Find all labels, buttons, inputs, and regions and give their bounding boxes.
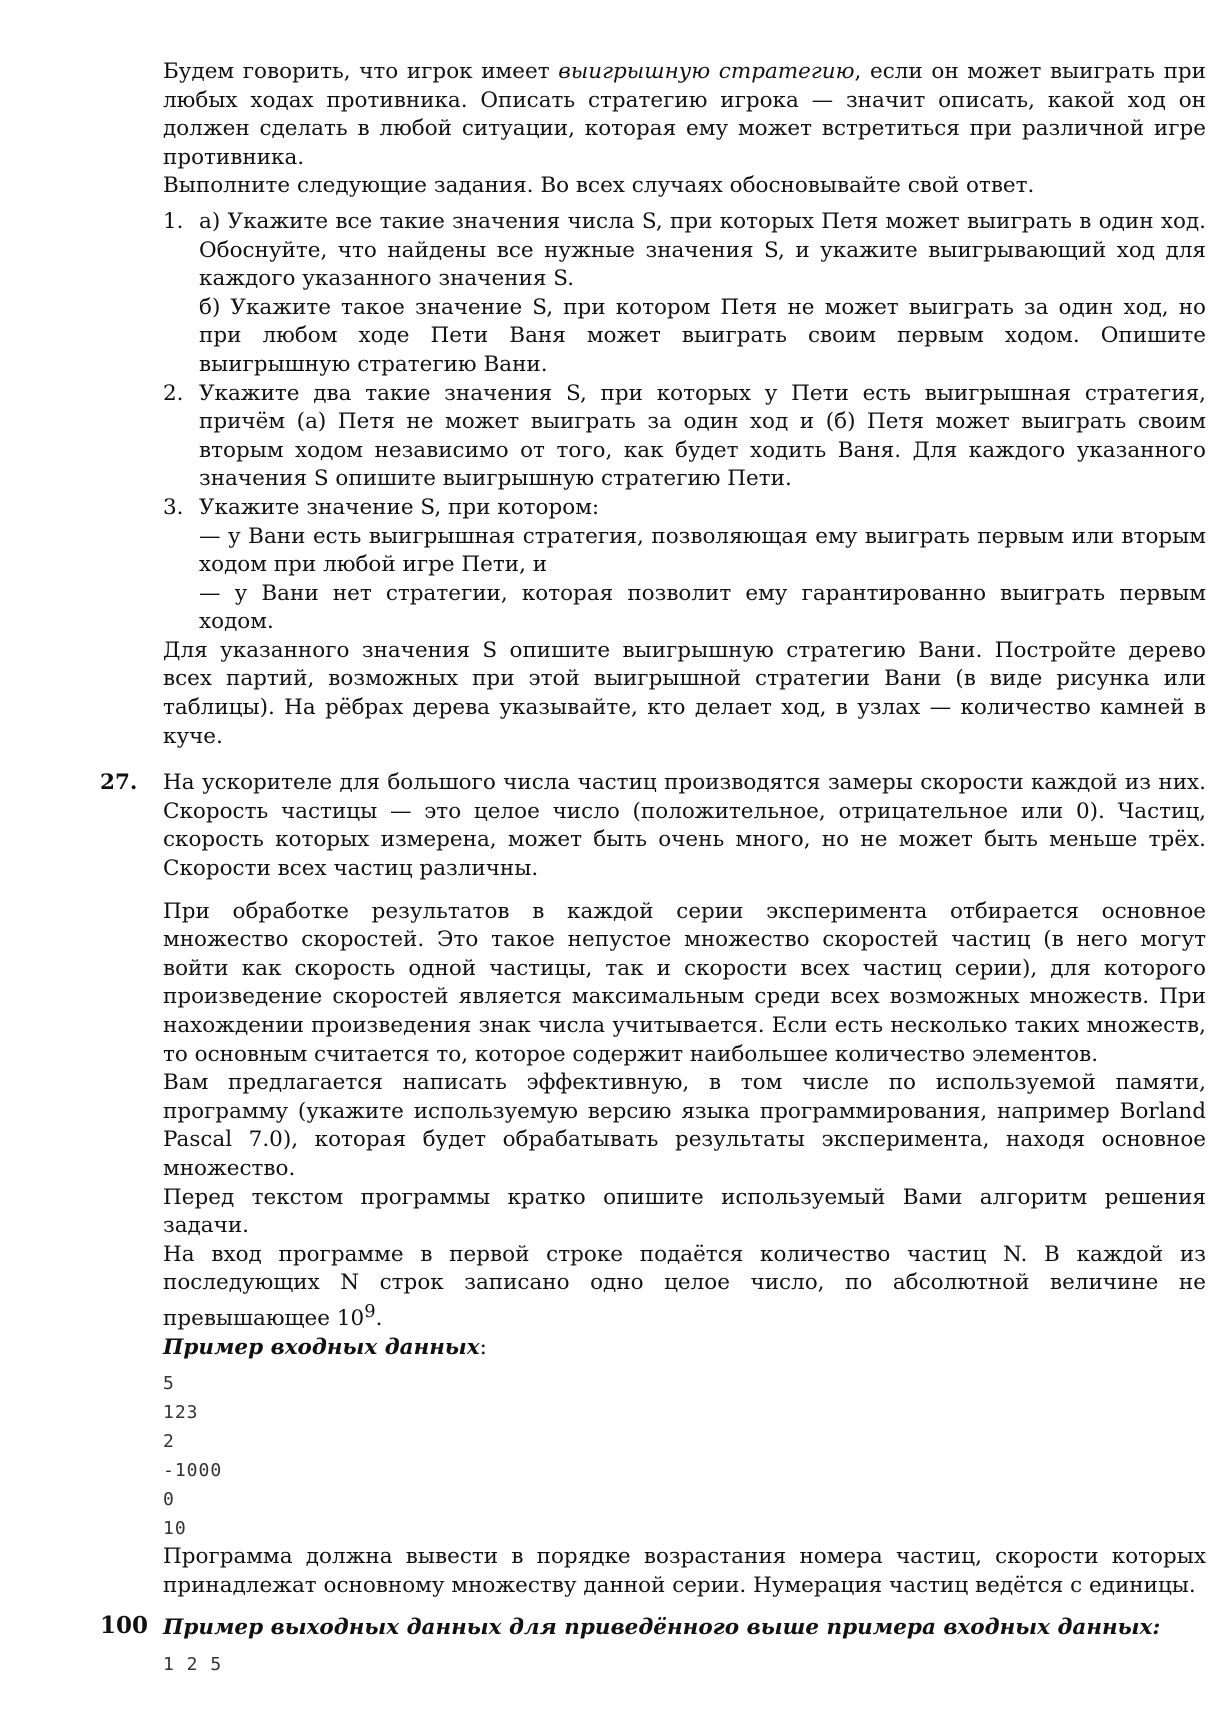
- input-line: 5: [163, 1373, 175, 1395]
- output-example: 1 2 5: [163, 1654, 223, 1676]
- input-line: 0: [163, 1489, 175, 1511]
- output-example-label: Пример выходных данных для приведённого выше примера входных данных:: [163, 1615, 1161, 1641]
- input-example-label: Пример входных данных:: [163, 1334, 487, 1360]
- emphasis-term: выигрышную стратегию: [558, 59, 855, 84]
- task-3-condition-2: — у Вани нет стратегии, которая позволит ему гарантированно выиграть первым ходом.: [199, 580, 1206, 635]
- task-3-text: Укажите значение S, при котором:: [199, 494, 600, 520]
- input-line: -1000: [163, 1460, 223, 1482]
- task-27-paragraph-5: На вход программе в первой строке подаётся количество частиц N. В каждой из последующих N строк записано одно целое число, по абсолютной величине не превышающее $10^9$.: [163, 1241, 1206, 1332]
- task-1-number: 1.: [163, 208, 184, 234]
- closing-paragraph: Для указанного значения S опишите выигрышную стратегию Вани. Постройте дерево всех партий, возможных при этой выигрышной стратегии Вани (в виде рисунка или таблицы). На рёбрах дерева указывайте, кто делает ход, в узлах — количество камней в куче.: [163, 637, 1206, 749]
- instructions: Выполните следующие задания. Во всех случаях обосновывайте свой ответ.: [163, 173, 1035, 199]
- input-line: 123: [163, 1402, 199, 1424]
- task-27-paragraph-1: На ускорителе для большого числа частиц производятся замеры скорости каждой из них. Скорость частицы — это целое число (положительное, отрицательное или 0). Частиц, скорость которых измерена, может быть очень много, но не может быть меньше трёх. Скорости всех частиц различны.: [163, 770, 1206, 882]
- task-3-condition-1: — у Вани есть выигрышная стратегия, позволяющая ему выиграть первым или вторым ходом при любой игре Пети, и: [199, 523, 1206, 578]
- task-27-paragraph-4: Перед текстом программы кратко опишите используемый Вами алгоритм решения задачи.: [163, 1184, 1206, 1239]
- input-line: 2: [163, 1431, 175, 1453]
- page-content: [100, 58, 1207, 1679]
- task-1a: а) Укажите все такие значения числа S, при которых Петя может выиграть в один ход. Обоснуйте, что найдены все нужные значения S, и укажите выигрывающий ход для каждого указанного значения S.: [199, 208, 1207, 292]
- input-example: [163, 1369, 1206, 1543]
- task-27-paragraph-3: Вам предлагается написать эффективную, в том числе по используемой памяти, программу (укажите используемую версию языка программирования, например Borland Pascal 7.0), которая будет обрабатывать результаты эксперимента, находя основное множество.: [163, 1070, 1206, 1181]
- task-27: [100, 769, 1206, 1679]
- task-2: [163, 380, 1206, 494]
- intro-paragraph: Будем говорить, что игрок имеет выигрышную стратегию, если он может выиграть при любых ходах противника. Описать стратегию игрока — значит описать, какой ход он должен сделать в любой ситуации, которая ему может встретиться при различной игре противника.: [163, 59, 1206, 170]
- task-27-paragraph-2: При обработке результатов в каждой серии эксперимента отбирается основное множество скоростей. Это такое непустое множество скоростей частиц (в него могут войти как скорость одной частицы, так и скорости всех частиц серии), для которого произведение скоростей является максимальным среди всех возможных множеств. При нахождении произведения знак числа учитывается. Если есть несколько таких множеств, то основным считается то, которое содержит наибольшее количество элементов.: [163, 898, 1206, 1067]
- task-3: [163, 494, 1206, 637]
- task-1: [163, 208, 1206, 380]
- input-line: 10: [163, 1518, 187, 1540]
- task-27-number: 27.: [100, 770, 138, 796]
- task-1b: б) Укажите такое значение S, при котором Петя не может выиграть за один ход, но при любом ходе Пети Ваня может выиграть своим первым ходом. Опишите выигрышную стратегию Вани.: [199, 294, 1206, 377]
- task-2-number: 2.: [163, 380, 184, 406]
- task-27-paragraph-6: Программа должна вывести в порядке возрастания номера частиц, скорости которых принадлежат основному множеству данной серии. Нумерация частиц ведётся с единицы.: [163, 1544, 1206, 1598]
- page-number: 100: [100, 1612, 149, 1639]
- task-2-text: Укажите два такие значения S, при которых у Пети есть выигрышная стратегия, причём (а) Петя не может выиграть за один ход и (б) Петя может выиграть своим вторым ходом независимо от того, как будет ходить Ваня. Для каждого указанного значения S опишите выигрышную стратегию Пети.: [199, 380, 1206, 492]
- task-3-number: 3.: [163, 494, 184, 520]
- exponent: 9: [364, 1300, 376, 1322]
